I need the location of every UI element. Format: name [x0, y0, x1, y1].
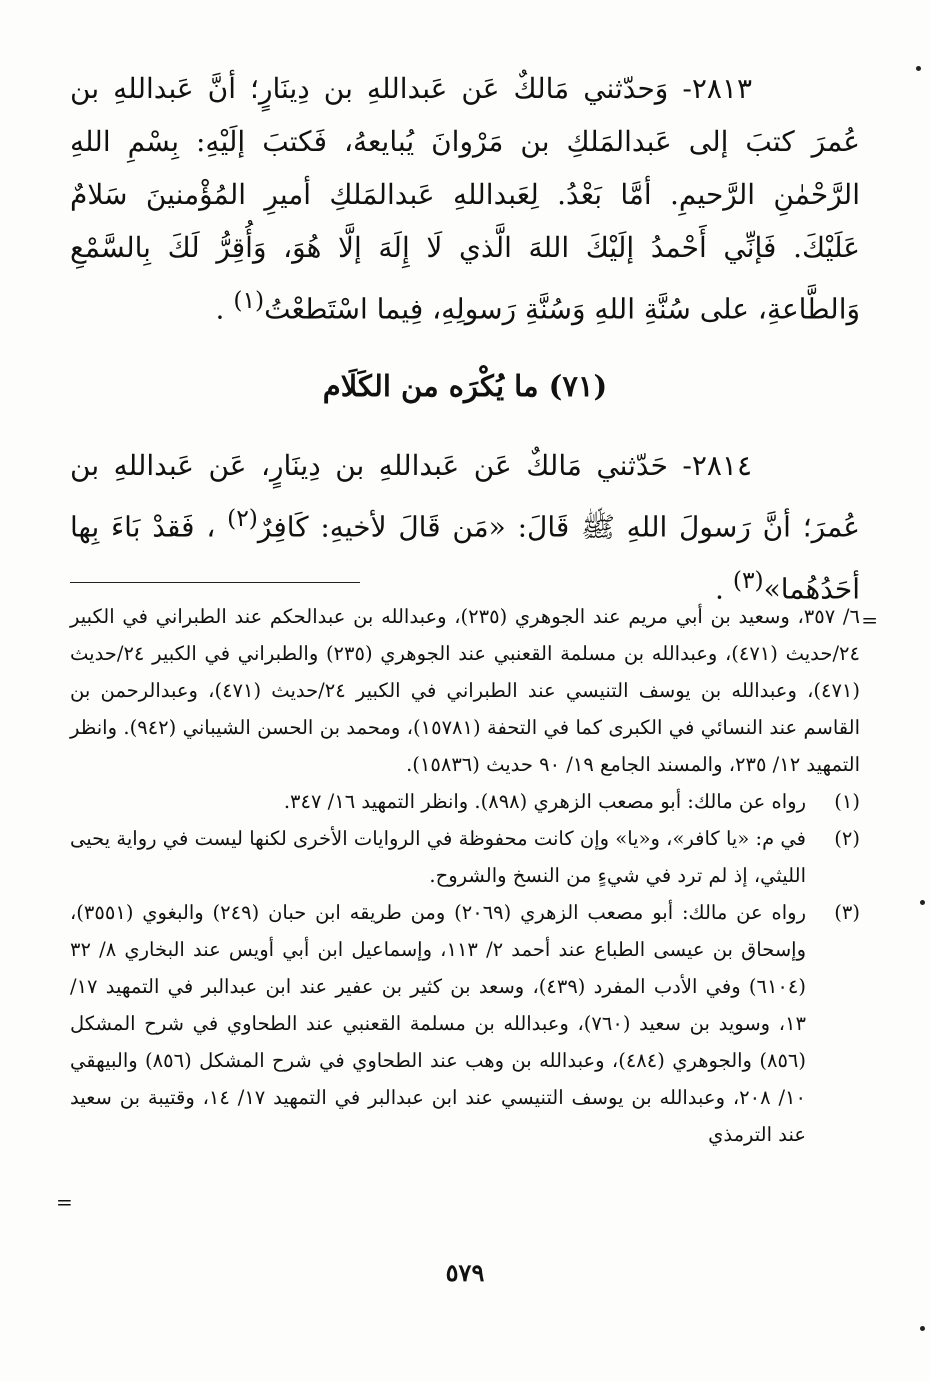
scan-speck: [920, 900, 925, 905]
footnotes: [70, 598, 860, 1153]
scan-speck: [920, 1326, 925, 1331]
footnote-ref-1: (١): [233, 286, 265, 314]
continuation-mark: =: [861, 608, 878, 632]
footnote-text: رواه عن مالك: أبو مصعب الزهري (٢٠٦٩) ومن طريقه ابن حبان (٢٤٩) والبغوي (٣٥٥١)، وإسحاق بن عيسى الطباع عند أحمد ٢/ ١١٣، وإسماعيل ابن أبي أويس عند البخاري ٨/ ٣٢ (٦١٠٤) وفي الأدب المفرد (٤٣٩)، وسعد بن كثير بن عفير عند ابن عبدالبر في التمهيد ١٧/ ١٣، وسويد بن سعيد (٧٦٠)، وعبدالله بن مسلمة القعنبي عند الطحاوي في شرح المشكل (٨٥٦) والجوهري (٤٨٤)، وعبدالله بن وهب عند الطحاوي في شرح المشكل (٨٥٦) والبيهقي ١٠/ ٢٠٨، وعبدالله بن يوسف التنيسي عند ابن عبدالبر في التمهيد ١٧/ ١٤، وقتيبة بن سعيد عند الترمذي: [70, 901, 807, 1146]
footnote-1: [70, 783, 860, 820]
footnote-text: في م: «يا كافر»، و«يا» وإن كانت محفوظة في الروايات الأخرى لكنها ليست في رواية يحيى الليثي، إذ لم ترد في شيءٍ من النسخ والشروح.: [70, 827, 806, 887]
footnote-number: (١): [834, 790, 860, 813]
continuation-mark-end: =: [56, 1190, 73, 1214]
scan-speck: [916, 66, 921, 71]
footnote-separator: [70, 582, 360, 583]
chapter-heading: (٧١) ما يُكْرَه من الكَلَام: [322, 369, 608, 404]
footnote-number: (٢): [834, 827, 860, 850]
footnote-3: [70, 894, 860, 1153]
footnote-ref-2: (٢): [227, 504, 258, 533]
footnote-number: (٣): [834, 901, 860, 924]
main-text: [70, 62, 860, 615]
footnote-ref-3: (٣): [732, 565, 764, 594]
footnote-2: [70, 820, 860, 894]
hadith-2814: ٢٨١٤- حَدّثني مَالكٌ عَن عَبداللهِ بن دِينَارٍ، عَن عَبداللهِ بن عُمرَ؛ أنَّ رَسولَ اللهِ ﷺ قَالَ: «مَن قَالَ لأخيهِ: كَافِرٌ$^{(٢)}$ ، فَقدْ بَاءَ بِها أحَدُهُما»$^{(٣)}$ .: [70, 449, 860, 605]
page-number: ٥٧٩: [445, 1258, 485, 1287]
hadith-2813: ٢٨١٣- وَحدّثني مَالكٌ عَن عَبداللهِ بن دِينَارٍ؛ أنَّ عَبداللهِ بن عُمرَ كتبَ إلى عَبدالمَلكِ بن مَرْوانَ يُبايعهُ، فَكتبَ إلَيْهِ: بِسْمِ اللهِ الرَّحْمٰنِ الرَّحيمِ. أمَّا بَعْدُ. لِعَبداللهِ عَبدالمَلكِ أميرِ المُؤْمنينَ سَلامٌ عَلَيْكَ. فَإنِّي أَحْمدُ إلَيْكَ اللهَ الَّذي لَا إِلَهَ إلَّا هُوَ، وَأُقِرُّ لَكَ بِالسَّمْعِ وَالطَّاعةِ، على سُنَّةِ اللهِ وَسُنَّةِ رَسولِهِ، فِيما اسْتَطعْتُ$^{(١)}$ .: [70, 72, 860, 326]
footnote-text: رواه عن مالك: أبو مصعب الزهري (٨٩٨). وانظر التمهيد ١٦/ ٣٤٧.: [283, 790, 806, 813]
footnote-continued: ٦/ ٣٥٧، وسعيد بن أبي مريم عند الجوهري (٢٣٥)، وعبدالله بن عبدالحكم عند الطبراني في الكبير ٢٤/حديث (٤٧١)، وعبدالله بن مسلمة القعنبي عند الجوهري (٢٣٥) والطبراني في الكبير ٢٤/حديث (٤٧١)، وعبدالله بن يوسف التنيسي عند الطبراني في الكبير ٢٤/حديث (٤٧١)، وعبدالرحمن بن القاسم عند النسائي في الكبرى كما في التحفة (١٥٧٨١)، ومحمد بن الحسن الشيباني (٩٤٢). وانظر التمهيد ١٢/ ٢٣٥، والمسند الجامع ١٩/ ٩٠ حديث (١٥٨٣٦).: [70, 605, 860, 776]
